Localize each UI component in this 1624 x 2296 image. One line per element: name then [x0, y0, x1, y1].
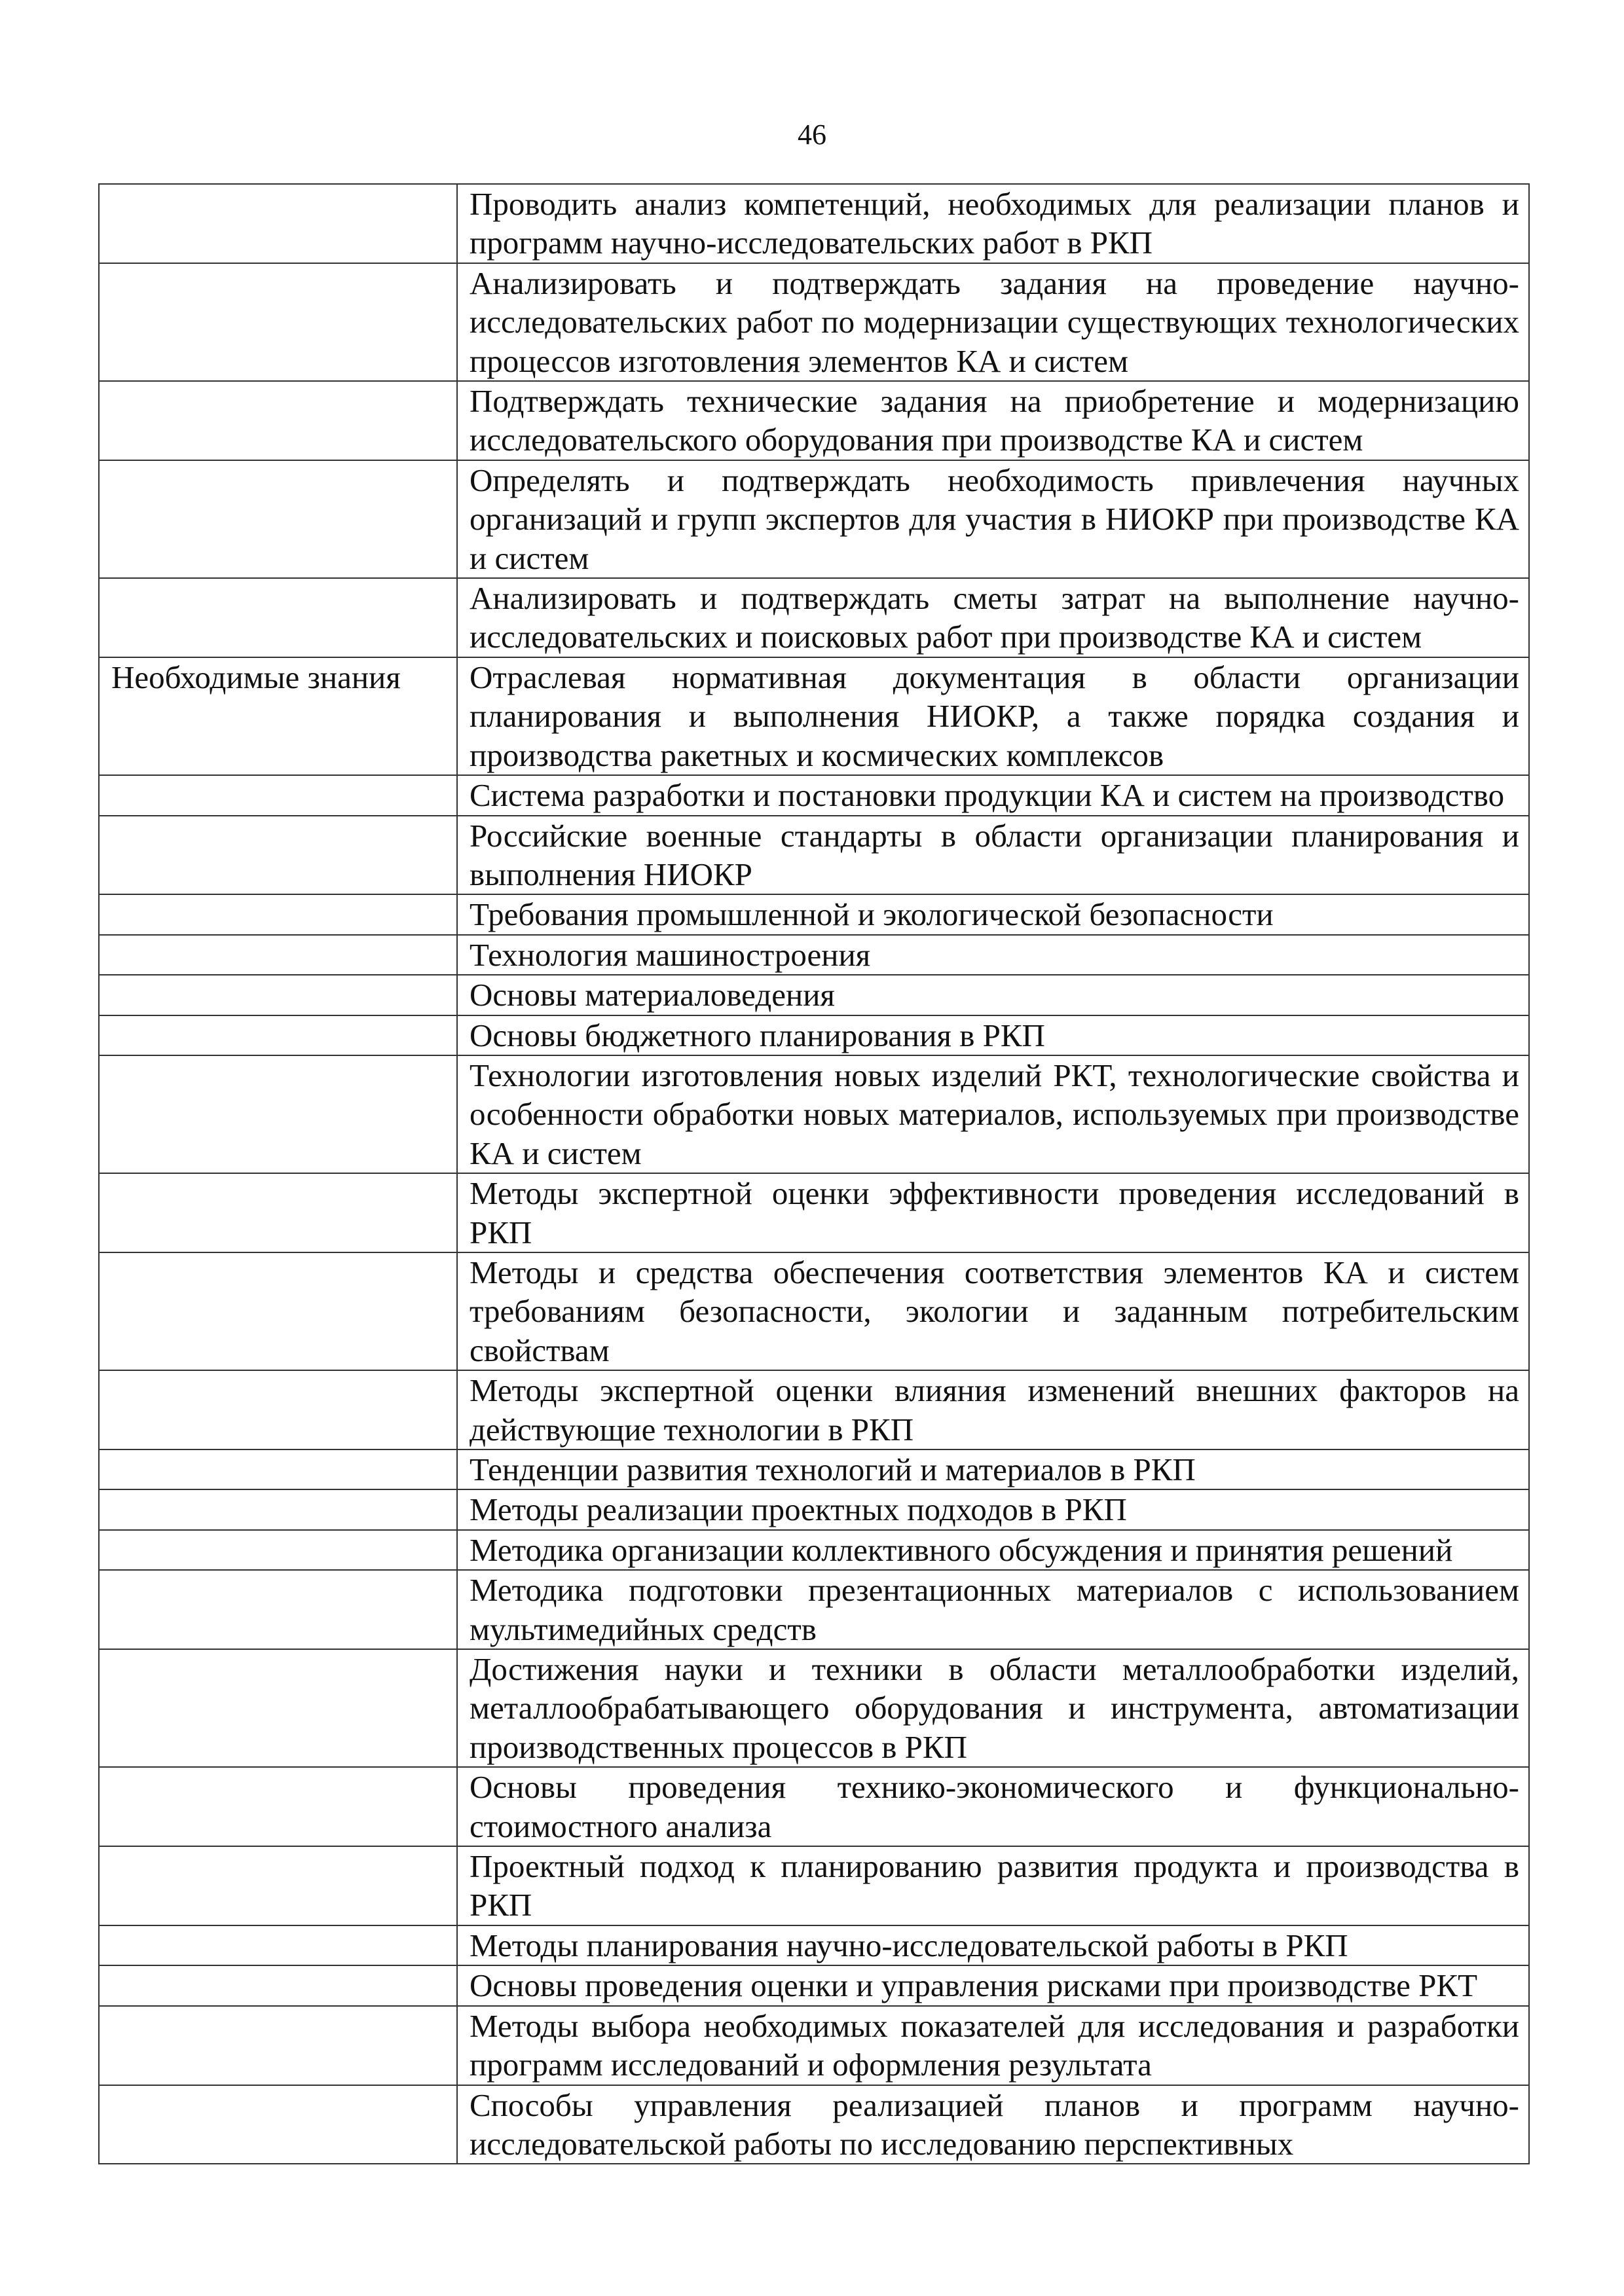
requirement-cell: Анализировать и подтверждать задания на проведение научно-исследовательских работ по модернизации существующих технологических процессов изготовления элементов КА и систем [457, 263, 1529, 381]
section-label: Необходимые знания [99, 657, 457, 775]
requirement-cell: Методика подготовки презентационных материалов с использованием мультимедийных средств [457, 1570, 1529, 1649]
table-row [99, 1846, 1529, 1925]
section-label-continuation [99, 816, 457, 895]
requirement-cell: Тенденции развития технологий и материалов в РКП [457, 1449, 1529, 1489]
section-label [99, 184, 457, 263]
table-row [99, 1965, 1529, 2005]
section-label-continuation [99, 460, 457, 578]
section-label-continuation [99, 381, 457, 460]
table-row [99, 1173, 1529, 1252]
section-label-continuation [99, 1846, 457, 1925]
competency-table [98, 183, 1530, 2164]
requirement-cell: Подтверждать технические задания на приобретение и модернизацию исследовательского оборудования при производстве КА и систем [457, 381, 1529, 460]
table-row [99, 657, 1529, 775]
requirement-cell: Методы экспертной оценки эффективности проведения исследований в РКП [457, 1173, 1529, 1252]
table-row [99, 1370, 1529, 1449]
requirement-cell: Методы и средства обеспечения соответствия элементов КА и систем требованиям безопасности, экологии и заданным потребительским свойствам [457, 1252, 1529, 1370]
section-label-continuation [99, 1370, 457, 1449]
section-label-continuation [99, 1925, 457, 1965]
table-row [99, 184, 1529, 263]
requirement-cell: Методы планирования научно-исследовательской работы в РКП [457, 1925, 1529, 1965]
section-label-continuation [99, 263, 457, 381]
section-label-continuation [99, 578, 457, 657]
section-label-continuation [99, 1570, 457, 1649]
section-label-continuation [99, 1767, 457, 1846]
requirement-cell: Технологии изготовления новых изделий РКТ, технологические свойства и особенности обработки новых материалов, используемых при производстве КА и систем [457, 1055, 1529, 1173]
section-label-continuation [99, 1015, 457, 1055]
table-row [99, 1055, 1529, 1173]
section-label-continuation [99, 2006, 457, 2085]
section-label-continuation [99, 1649, 457, 1767]
section-label-continuation [99, 975, 457, 1015]
requirement-cell: Отраслевая нормативная документация в области организации планирования и выполнения НИОКР, а также порядка создания и производства ракетных и космических комплексов [457, 657, 1529, 775]
table-row [99, 381, 1529, 460]
section-label-continuation [99, 1449, 457, 1489]
table-row [99, 1767, 1529, 1846]
table-row [99, 1530, 1529, 1570]
table-row [99, 1252, 1529, 1370]
table-row [99, 975, 1529, 1015]
requirement-cell: Достижения науки и техники в области металлообработки изделий, металлообрабатывающего оборудования и инструмента, автоматизации производственных процессов в РКП [457, 1649, 1529, 1767]
requirement-cell: Проводить анализ компетенций, необходимых для реализации планов и программ научно-исследовательских работ в РКП [457, 184, 1529, 263]
requirement-cell: Определять и подтверждать необходимость привлечения научных организаций и групп экспертов для участия в НИОКР при производстве КА и систем [457, 460, 1529, 578]
table-row [99, 935, 1529, 975]
requirement-cell: Основы материаловедения [457, 975, 1529, 1015]
table-row [99, 2085, 1529, 2164]
table-row [99, 816, 1529, 895]
section-label-continuation [99, 894, 457, 934]
section-label-continuation [99, 1530, 457, 1570]
table-row [99, 894, 1529, 934]
requirement-cell: Основы проведения технико-экономического и функционально-стоимостного анализа [457, 1767, 1529, 1846]
requirement-cell: Методы выбора необходимых показателей для исследования и разработки программ исследований и оформления результата [457, 2006, 1529, 2085]
section-label-continuation [99, 2085, 457, 2164]
table-row [99, 263, 1529, 381]
competency-table-body [99, 184, 1529, 2164]
requirement-cell: Технология машиностроения [457, 935, 1529, 975]
requirement-cell: Методы реализации проектных подходов в РКП [457, 1489, 1529, 1529]
requirement-cell: Российские военные стандарты в области организации планирования и выполнения НИОКР [457, 816, 1529, 895]
requirement-cell: Основы бюджетного планирования в РКП [457, 1015, 1529, 1055]
section-label-continuation [99, 1173, 457, 1252]
table-row [99, 775, 1529, 815]
requirement-cell: Методика организации коллективного обсуждения и принятия решений [457, 1530, 1529, 1570]
section-label-continuation [99, 935, 457, 975]
requirement-cell: Способы управления реализацией планов и программ научно-исследовательской работы по исследованию перспективных [457, 2085, 1529, 2164]
section-label-continuation [99, 775, 457, 815]
table-row [99, 578, 1529, 657]
requirement-cell: Основы проведения оценки и управления рисками при производстве РКТ [457, 1965, 1529, 2005]
requirement-cell: Методы экспертной оценки влияния изменений внешних факторов на действующие технологии в РКП [457, 1370, 1529, 1449]
table-row [99, 1649, 1529, 1767]
section-label-continuation [99, 1965, 457, 2005]
page-number: 46 [798, 118, 826, 151]
section-label-continuation [99, 1489, 457, 1529]
requirement-cell: Требования промышленной и экологической безопасности [457, 894, 1529, 934]
requirement-cell: Анализировать и подтверждать сметы затрат на выполнение научно-исследовательских и поисковых работ при производстве КА и систем [457, 578, 1529, 657]
table-row [99, 1449, 1529, 1489]
table-row [99, 460, 1529, 578]
table-row [99, 1925, 1529, 1965]
requirement-cell: Проектный подход к планированию развития продукта и производства в РКП [457, 1846, 1529, 1925]
section-label-continuation [99, 1055, 457, 1173]
table-row [99, 1570, 1529, 1649]
table-row [99, 1489, 1529, 1529]
table-row [99, 2006, 1529, 2085]
requirement-cell: Система разработки и постановки продукции КА и систем на производство [457, 775, 1529, 815]
section-label-continuation [99, 1252, 457, 1370]
table-row [99, 1015, 1529, 1055]
